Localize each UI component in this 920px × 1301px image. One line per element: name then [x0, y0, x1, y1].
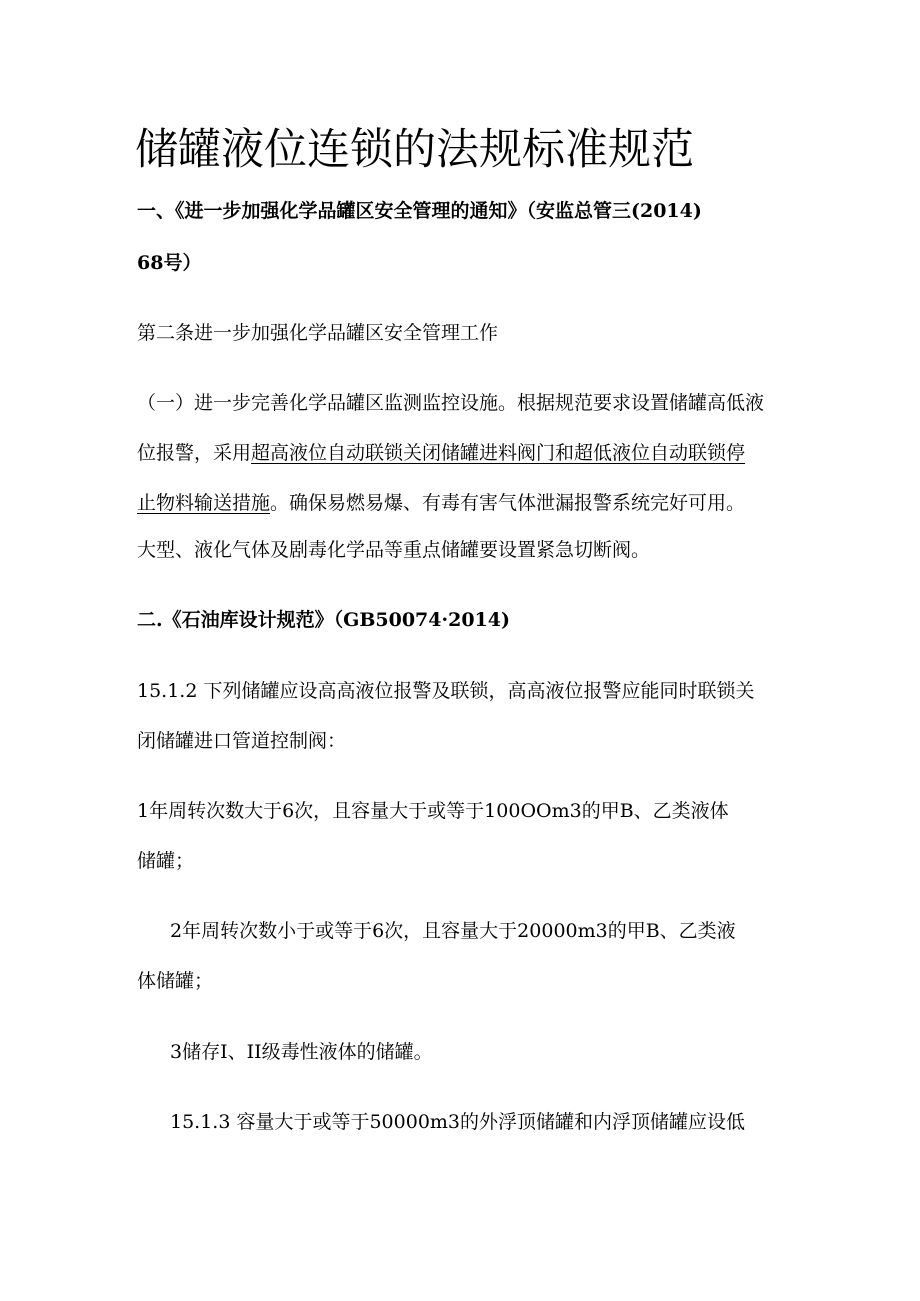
item-3: 3储存I、II级毒性液体的储罐。 — [170, 1041, 433, 1063]
item-1-line2: 储罐； — [137, 850, 195, 872]
underlined-measure-part1: 超高液位自动联锁关闭储罐进料阀门和超低液位自动联锁停 — [251, 442, 746, 464]
paragraph-line-3-suffix: 。确保易燃易爆、有毒有害气体泄漏报警系统完好可用。 — [270, 492, 746, 514]
page-title: 储罐液位连锁的法规标准规范 — [135, 125, 694, 175]
clause-15-1-2-line2: 闭储罐进口管道控制阀： — [137, 730, 347, 752]
section2-heading: 二.《石油库设计规范》（GB50074·2014) — [137, 609, 510, 631]
item-2-line1: 2年周转次数小于或等于6次，且容量大于20000m3的甲B、乙类液 — [170, 920, 736, 942]
underlined-measure-part2: 止物料输送措施 — [137, 492, 271, 514]
section1-heading-line2: 68号） — [137, 252, 202, 274]
article-title: 第二条进一步加强化学品罐区安全管理工作 — [137, 322, 499, 344]
paragraph-line-3 — [137, 494, 745, 513]
paragraph-line-4: 大型、液化气体及剧毒化学品等重点储罐要设置紧急切断阀。 — [137, 539, 651, 561]
paragraph-line-1: （一）进一步完善化学品罐区监测监控设施。根据规范要求设置储罐高低液 — [137, 392, 765, 414]
clause-15-1-2-line1: 15.1.2 下列储罐应设高高液位报警及联锁，高高液位报警应能同时联锁关 — [137, 680, 755, 702]
clause-15-1-3-line1: 15.1.3 容量大于或等于50000m3的外浮顶储罐和内浮顶储罐应设低 — [170, 1111, 746, 1133]
section1-heading-line1: 一、《进一步加强化学品罐区安全管理的通知》（安监总管三(2014) — [137, 200, 702, 222]
item-1-line1: 1年周转次数大于6次，且容量大于或等于100OOm3的甲B、乙类液体 — [137, 800, 729, 822]
item-2-line2: 体储罐； — [137, 970, 214, 992]
paragraph-line-2 — [137, 444, 745, 463]
paragraph-line-2-prefix: 位报警，采用 — [137, 442, 252, 464]
